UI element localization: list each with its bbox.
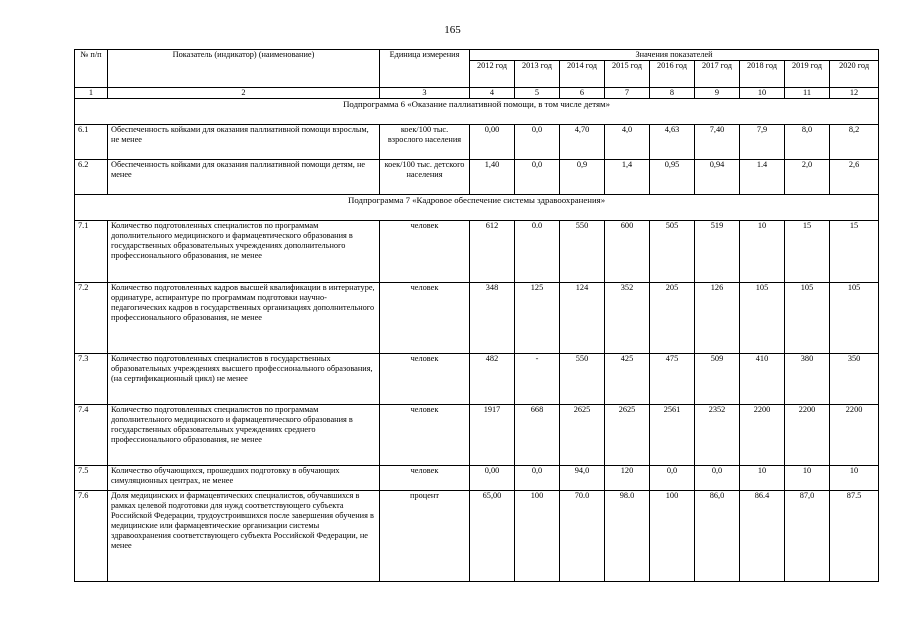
year-2019: 2019 год xyxy=(785,61,830,88)
indicator-value: 0,0 xyxy=(695,466,740,491)
indicator-value: 0,0 xyxy=(515,125,560,160)
indicator-value: 125 xyxy=(515,283,560,354)
table-row xyxy=(75,125,879,160)
year-2020: 2020 год xyxy=(830,61,879,88)
year-2017: 2017 год xyxy=(695,61,740,88)
indicator-value: 124 xyxy=(560,283,605,354)
indicator-value: 2561 xyxy=(650,405,695,466)
indicator-value: 0,9 xyxy=(560,160,605,195)
indicator-value: 1917 xyxy=(470,405,515,466)
indicator-name: Количество подготовленных специалистов по программам дополнительного медицинского и фармацевтического образования в государственных образовательных учреждениях среднего профессионального образования, не менее xyxy=(108,405,380,466)
indicator-value: 600 xyxy=(605,221,650,283)
indicator-value: 352 xyxy=(605,283,650,354)
subprogram-row xyxy=(75,99,879,125)
indicator-value: 65,00 xyxy=(470,491,515,582)
unit-of-measure: человек xyxy=(380,405,470,466)
indicator-value: 0,95 xyxy=(650,160,695,195)
column-number: 2 xyxy=(108,88,380,99)
indicator-value: 2200 xyxy=(830,405,879,466)
year-2018: 2018 год xyxy=(740,61,785,88)
column-number: 10 xyxy=(740,88,785,99)
indicator-value: 475 xyxy=(650,354,695,405)
indicator-value: 94,0 xyxy=(560,466,605,491)
indicator-value: 7,9 xyxy=(740,125,785,160)
header-indicator-name: Показатель (индикатор) (наименование) xyxy=(108,50,380,88)
indicator-value: 86,0 xyxy=(695,491,740,582)
subprogram-row xyxy=(75,195,879,221)
indicator-value: 105 xyxy=(830,283,879,354)
table-row xyxy=(75,283,879,354)
header-unit: Единица измерения xyxy=(380,50,470,88)
page-number: 165 xyxy=(444,24,461,36)
indicator-value: 2200 xyxy=(785,405,830,466)
row-number: 6.2 xyxy=(75,160,108,195)
indicator-value: 380 xyxy=(785,354,830,405)
column-number: 11 xyxy=(785,88,830,99)
year-2015: 2015 год xyxy=(605,61,650,88)
year-2014: 2014 год xyxy=(560,61,605,88)
indicator-value: 668 xyxy=(515,405,560,466)
indicator-value: 205 xyxy=(650,283,695,354)
table-row xyxy=(75,160,879,195)
indicator-name: Количество подготовленных специалистов в государственных образовательных учреждениях высшего профессионального образования, (на сертификационный цикл) не менее xyxy=(108,354,380,405)
indicator-value: 2625 xyxy=(605,405,650,466)
indicator-value: 10 xyxy=(785,466,830,491)
indicator-value: 612 xyxy=(470,221,515,283)
indicator-value: 1,4 xyxy=(605,160,650,195)
unit-of-measure: процент xyxy=(380,491,470,582)
indicator-value: 0,94 xyxy=(695,160,740,195)
indicator-value: 10 xyxy=(830,466,879,491)
header-row xyxy=(75,50,879,61)
indicator-value: 0,0 xyxy=(515,160,560,195)
indicator-value: 86.4 xyxy=(740,491,785,582)
header-values: Значения показателей xyxy=(470,50,879,61)
indicator-value: 0,00 xyxy=(470,125,515,160)
indicator-value: 15 xyxy=(785,221,830,283)
table-row xyxy=(75,221,879,283)
indicator-value: 87,0 xyxy=(785,491,830,582)
indicator-name: Количество подготовленных специалистов по программам дополнительного медицинского и фармацевтического образования в государственных образовательных учреждениях дополнительного профессионального образования, не менее xyxy=(108,221,380,283)
indicator-value: 509 xyxy=(695,354,740,405)
indicator-value: 519 xyxy=(695,221,740,283)
unit-of-measure: человек xyxy=(380,283,470,354)
indicator-value: 505 xyxy=(650,221,695,283)
table-row xyxy=(75,405,879,466)
row-number: 7.6 xyxy=(75,491,108,582)
row-number: 7.4 xyxy=(75,405,108,466)
indicator-value: 0,0 xyxy=(650,466,695,491)
header-num: № п/п xyxy=(75,50,108,88)
indicator-value: 4,0 xyxy=(605,125,650,160)
unit-of-measure: человек xyxy=(380,466,470,491)
indicator-value: 100 xyxy=(515,491,560,582)
indicator-value: 7,40 xyxy=(695,125,740,160)
indicator-value: 0,0 xyxy=(515,466,560,491)
indicator-value: 0,00 xyxy=(470,466,515,491)
indicator-value: 1.4 xyxy=(740,160,785,195)
indicator-value: 350 xyxy=(830,354,879,405)
table-row xyxy=(75,491,879,582)
indicator-name: Доля медицинских и фармацевтических специалистов, обучавшихся в рамках целевой подготовки для нужд соответствующего субъекта Российской Федерации, трудоустроившихся после завершения обучения в медицинские или фармацевтические организации системы здравоохранения соответствующего субъекта Российской Федерации, не менее xyxy=(108,491,380,582)
indicator-value: 348 xyxy=(470,283,515,354)
indicator-value: 410 xyxy=(740,354,785,405)
indicator-value: 2625 xyxy=(560,405,605,466)
column-number: 4 xyxy=(470,88,515,99)
indicator-value: 2,0 xyxy=(785,160,830,195)
indicator-value: 70.0 xyxy=(560,491,605,582)
table-row xyxy=(75,354,879,405)
indicator-value: 482 xyxy=(470,354,515,405)
indicator-name: Количество подготовленных кадров высшей квалификации в интернатуре, ординатуре, аспирантуре по программам подготовки научно-педагогических кадров в государственных организациях дополнительного профессионального образования, не менее xyxy=(108,283,380,354)
indicators-table xyxy=(74,49,879,582)
indicator-value: 550 xyxy=(560,221,605,283)
column-number: 1 xyxy=(75,88,108,99)
indicator-value: 105 xyxy=(740,283,785,354)
table-row xyxy=(75,466,879,491)
column-numbers-row xyxy=(75,88,879,99)
year-2016: 2016 год xyxy=(650,61,695,88)
indicator-value: - xyxy=(515,354,560,405)
year-2013: 2013 год xyxy=(515,61,560,88)
indicator-value: 105 xyxy=(785,283,830,354)
indicator-name: Обеспеченность койками для оказания паллиативной помощи взрослым, не менее xyxy=(108,125,380,160)
table-body xyxy=(75,50,879,582)
indicator-value: 2352 xyxy=(695,405,740,466)
indicator-value: 4,63 xyxy=(650,125,695,160)
indicator-value: 8,0 xyxy=(785,125,830,160)
column-number: 3 xyxy=(380,88,470,99)
indicator-value: 2200 xyxy=(740,405,785,466)
indicator-value: 10 xyxy=(740,466,785,491)
subprogram-title: Подпрограмма 7 «Кадровое обеспечение системы здравоохранения» xyxy=(75,195,879,221)
row-number: 7.1 xyxy=(75,221,108,283)
indicator-value: 87.5 xyxy=(830,491,879,582)
year-2012: 2012 год xyxy=(470,61,515,88)
indicator-name: Обеспеченность койками для оказания паллиативной помощи детям, не менее xyxy=(108,160,380,195)
indicator-value: 425 xyxy=(605,354,650,405)
indicator-value: 15 xyxy=(830,221,879,283)
row-number: 6.1 xyxy=(75,125,108,160)
indicator-name: Количество обучающихся, прошедших подготовку в обучающих симуляционных центрах, не менее xyxy=(108,466,380,491)
row-number: 7.2 xyxy=(75,283,108,354)
indicator-value: 126 xyxy=(695,283,740,354)
indicator-value: 1,40 xyxy=(470,160,515,195)
unit-of-measure: человек xyxy=(380,354,470,405)
indicator-value: 550 xyxy=(560,354,605,405)
indicator-value: 0.0 xyxy=(515,221,560,283)
indicator-value: 4,70 xyxy=(560,125,605,160)
column-number: 9 xyxy=(695,88,740,99)
indicator-value: 8,2 xyxy=(830,125,879,160)
indicator-value: 10 xyxy=(740,221,785,283)
row-number: 7.5 xyxy=(75,466,108,491)
indicator-value: 98.0 xyxy=(605,491,650,582)
indicator-value: 100 xyxy=(650,491,695,582)
unit-of-measure: коек/100 тыс. детского населения xyxy=(380,160,470,195)
unit-of-measure: коек/100 тыс. взрослого населения xyxy=(380,125,470,160)
column-number: 12 xyxy=(830,88,879,99)
unit-of-measure: человек xyxy=(380,221,470,283)
column-number: 8 xyxy=(650,88,695,99)
column-number: 5 xyxy=(515,88,560,99)
row-number: 7.3 xyxy=(75,354,108,405)
column-number: 7 xyxy=(605,88,650,99)
column-number: 6 xyxy=(560,88,605,99)
subprogram-title: Подпрограмма 6 «Оказание паллиативной помощи, в том числе детям» xyxy=(75,99,879,125)
indicator-value: 2,6 xyxy=(830,160,879,195)
indicator-value: 120 xyxy=(605,466,650,491)
